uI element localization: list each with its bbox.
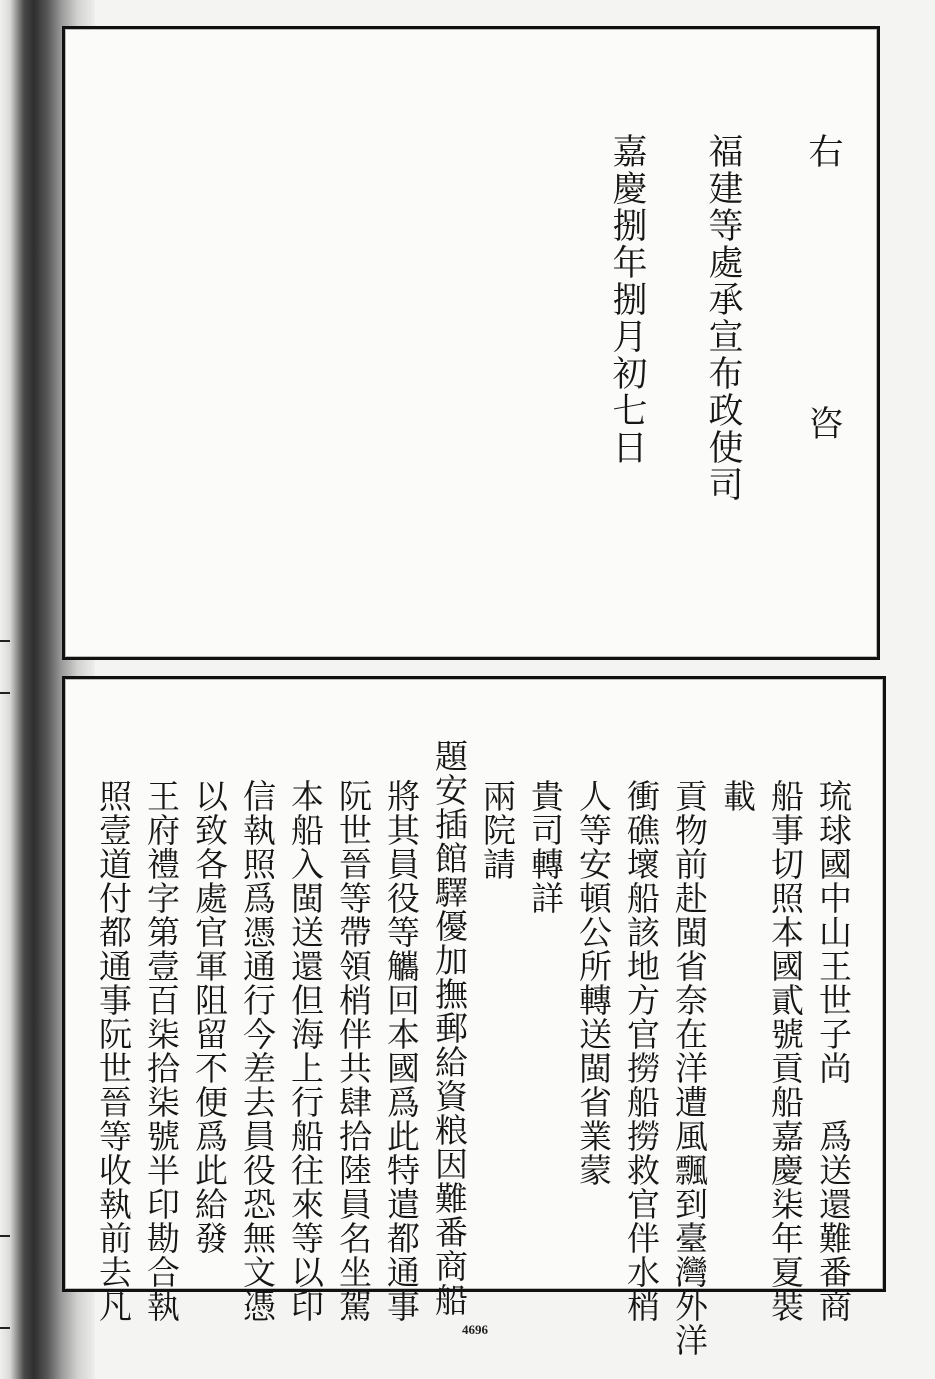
text-column-10: 將其員役等觿回本國爲此特遣都通事 [382, 779, 421, 1323]
upper-document-panel [62, 26, 880, 660]
text-column-2: 咨 [803, 405, 843, 442]
text-column-1: 右 [803, 133, 843, 170]
text-column-5: 衝礁壞船該地方官撈船撈救官伴水梢 [622, 779, 661, 1323]
text-column-15: 王府禮字第壹百柒拾柒號半印勘合執 [142, 779, 181, 1323]
text-column-7: 貴司轉詳 [526, 779, 565, 915]
text-column-16: 照壹道付都通事阮世晉等收執前去凡 [94, 779, 133, 1323]
text-column-11: 阮世晉等帶領梢伴共肆拾陸員名坐駕 [334, 779, 373, 1323]
text-column-9: 題安插館驛優加撫郵給資粮因難番商船 [430, 739, 469, 1317]
text-column-4: 貢物前赴閩省奈在洋遭風飄到臺灣外洋 [670, 779, 709, 1357]
text-column-2: 船事切照本國貳號貢船嘉慶柒年夏裝 [766, 779, 805, 1323]
page-number: 4696 [462, 1322, 488, 1337]
adjacent-page-edge-bottom [0, 1235, 10, 1329]
text-column-8: 兩院請 [478, 779, 517, 881]
text-column-13: 信執照爲憑通行今差去員役恐無文憑 [238, 779, 277, 1323]
text-column-1: 琉球國中山王世子尚 爲送還難番商 [814, 779, 853, 1323]
text-column-12: 本船入閩送還但海上行船往來等以印 [286, 779, 325, 1323]
text-column-14: 以致各處官軍阻留不便爲此給發 [190, 779, 229, 1255]
adjacent-page-edge-top [0, 640, 10, 694]
text-column-4: 嘉慶捌年捌月初七日 [607, 133, 647, 466]
text-column-3: 載 [718, 779, 757, 813]
text-column-6: 人等安頓公所轉送閩省業蒙 [574, 779, 613, 1187]
text-column-3: 福建等處承宣布政使司 [703, 133, 743, 503]
